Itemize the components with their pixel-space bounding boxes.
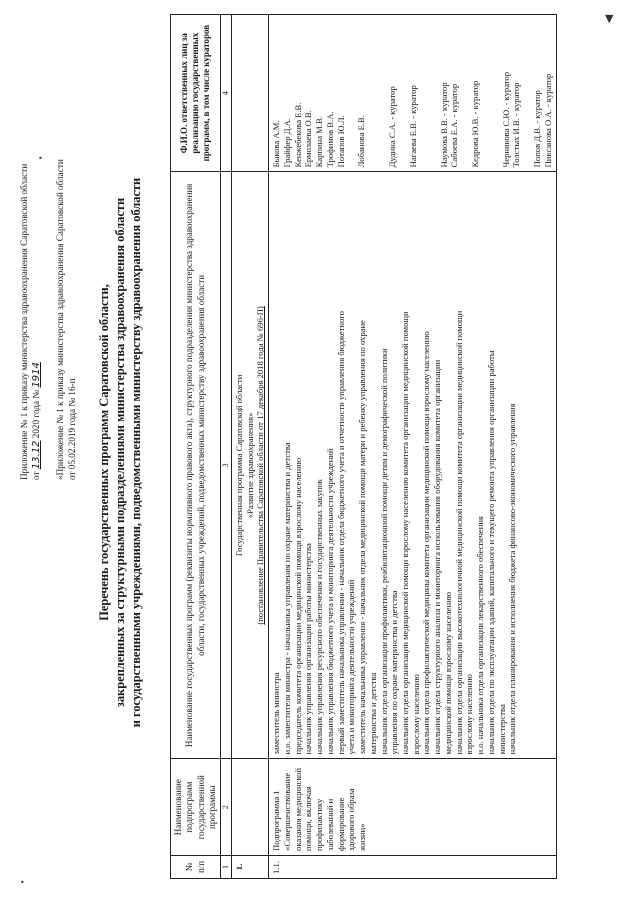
curators-list xyxy=(269,15,556,172)
responsible-item: взрослому населению xyxy=(464,674,475,755)
responsible-item: медицинской помощи взрослому населению xyxy=(442,591,453,755)
responsible-item: управления по охране материнства и детства xyxy=(389,590,400,755)
curator-item: Лобанова Е.В. xyxy=(356,115,367,168)
responsible-item: учета и мониторинга деятельности учреждений xyxy=(346,579,357,755)
responsible-item: первый заместитель начальника управления - начальник отдела бюджетного учета и отчетности управления бюджетного xyxy=(335,311,346,755)
responsible-item: начальник отдела профилактической медицины комитета организации медицинской помощи взрослому населению xyxy=(421,331,432,755)
curator-item: Карпина М.В. xyxy=(314,116,325,168)
curator-item: Сабоева Е.А. - куратор xyxy=(449,83,460,168)
curator-item: Дудина С.А. - куратор xyxy=(387,86,398,168)
curator-item: Попов Д.В. - куратор xyxy=(532,90,543,168)
column-numbers-row: 1 2 3 4 xyxy=(221,15,232,879)
responsible-item: начальник отдела организации медицинской помощи взрослому населению комитета организации медицинской помощи xyxy=(400,311,411,755)
header-subprogram: Наименование подпрограмм государственной программы xyxy=(171,759,221,855)
header-program: Наименование государственных программ (реквизиты нормативного правового акта), структурного подразделения министерства здравоохранения области, государственных учреждений, подведомственных министерству здравоохранения области xyxy=(171,172,221,759)
responsible-list xyxy=(269,172,556,759)
dot-mark-top: • xyxy=(38,154,43,163)
curator-item: Кенжебекова Е.В. xyxy=(292,102,303,168)
attachment-number: 1914 xyxy=(31,362,43,388)
document-title xyxy=(96,60,144,845)
responsible-item: материнства и детства xyxy=(367,672,378,755)
responsible-item: заместитель начальника управления - начальник отдела медицинской помощи матери и ребенку управления по охране xyxy=(357,320,368,755)
attachment-line-2: от 13.12 2020 года № 1914 xyxy=(31,362,43,480)
curator-item: Наумова В.В. - куратор xyxy=(438,82,449,168)
responsible-item: заместитель министра xyxy=(271,672,282,755)
section-number: 1. xyxy=(232,855,269,878)
title-line-3: и государственными учреждениями, подведомственными министерству здравоохранения области xyxy=(129,177,144,728)
title-line-1: Перечень государственных программ Саратовской области, xyxy=(97,284,111,621)
responsible-item: начальник отдела планирования и исполнения бюджета финансово-экономического управления xyxy=(507,403,518,755)
program-name: Государственная программа Саратовской области «Развитие здравоохранения» (постановление Правительства Саратовской области от 17 декабря 2018 года № 696-П) xyxy=(232,172,269,759)
responsible-item: начальник отдела по эксплуатации зданий, капитального и текущего ремонта управления организации работы xyxy=(485,350,496,755)
curator-item: Потапов Ю.Л. xyxy=(335,115,346,168)
responsible-item: начальник управления организации работы министерства xyxy=(303,543,314,755)
curator-item: Трофимов В.А. xyxy=(324,111,335,168)
title-line-2: закрепленных за структурными подразделениями министерства здравоохранения области xyxy=(113,197,128,708)
responsible-item: начальник отдела организации профилактики, реабилитационной помощи детям и демографической политики xyxy=(378,348,389,755)
curator-item: Пиксанова О.А. - куратор xyxy=(542,73,553,168)
attachment-line-4: от 05.02.2019 года № 16-п xyxy=(67,378,78,480)
responsible-item: министерства xyxy=(496,704,507,755)
programs-table xyxy=(170,14,557,879)
responsible-item: и.о. начальника отдела организации лекарственного обеспечения xyxy=(475,516,486,755)
corner-mark: ▼ xyxy=(605,12,614,25)
responsible-item: председатель комитета организации медицинской помощи взрослому населению xyxy=(292,457,303,755)
responsible-item: и.о. заместителя министра - начальника управления по охране материнства и детства xyxy=(281,442,292,755)
curator-item: Нагаева Е.В. - куратор xyxy=(407,85,418,168)
row-number: 1.1. xyxy=(269,855,556,878)
responsible-item: взрослому населению xyxy=(410,674,421,755)
responsible-item: начальник отдела структурного анализа и мониторинга использования оборудования комитета организации xyxy=(432,359,443,755)
attachment-line-3: «Приложение № 1 к приказу министерства здравоохранения Саратовской области xyxy=(54,159,65,480)
responsible-item: начальник управления бюджетного учета и мониторинга деятельности учреждений xyxy=(324,448,335,755)
dot-mark-bottom: • xyxy=(20,878,25,887)
curator-item: Кедрова Ю.В. - куратор xyxy=(470,80,481,168)
program-row xyxy=(232,15,269,879)
responsible-item: начальник отдела организации высокотехнологичной медицинской помощи комитета организации медицинской помощи xyxy=(453,310,464,755)
attachment-note xyxy=(18,60,79,480)
attachment-line-1: Приложение № 1 к приказу министерства здравоохранения Саратовской области xyxy=(19,163,29,480)
curator-item: Грайфер Д.А. xyxy=(281,117,292,168)
attachment-date: 13.12 xyxy=(31,440,43,470)
curator-item: Толстых И.В. - куратор xyxy=(511,82,522,168)
curator-item: Ермолаева О.В. xyxy=(303,110,314,168)
subprogram-row xyxy=(269,15,556,879)
subprogram-name: Подпрограмма 1 «Совершенствование оказания медицинской помощи, включая профилактику заболеваний и формирование здорового образа жизни» xyxy=(269,759,556,855)
header-num: № п/п xyxy=(171,855,221,878)
curator-item: Черникова С.Ю. - куратор xyxy=(500,71,511,168)
header-curators: Ф.И.О. ответственных лиц за реализацию государственных программ, в том числе кураторов xyxy=(171,15,221,172)
curator-item: Быкова А.М. xyxy=(271,120,282,168)
header-row xyxy=(171,15,221,879)
responsible-item: начальник управления ресурсного обеспечения и государственных закупок xyxy=(314,479,325,755)
